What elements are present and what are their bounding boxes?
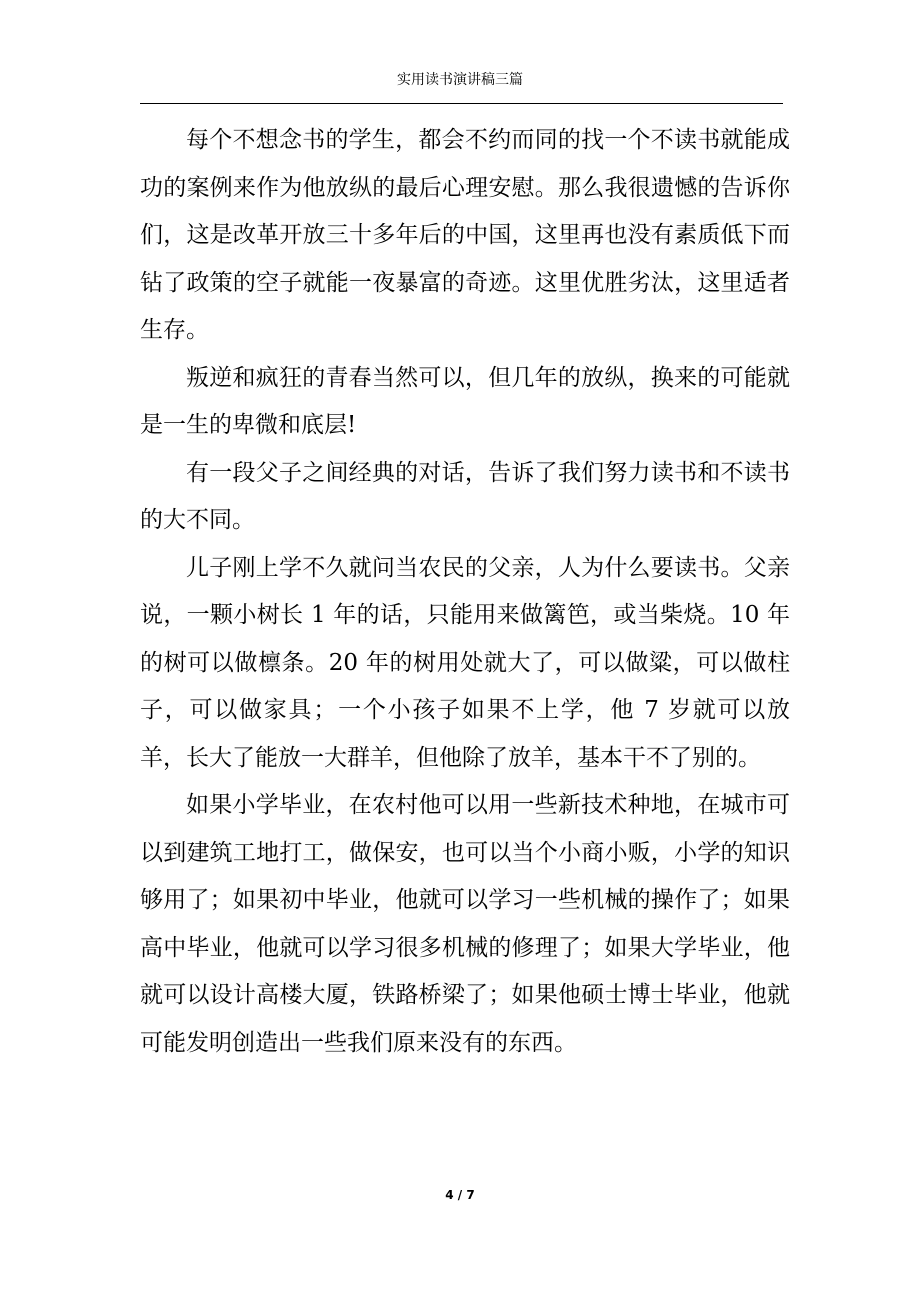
document-title: 实用读书演讲稿三篇 bbox=[397, 72, 523, 88]
document-body bbox=[140, 117, 790, 1067]
header-divider bbox=[140, 103, 783, 104]
page-footer bbox=[140, 1188, 780, 1202]
paragraph-2: 叛逆和疯狂的青春当然可以，但几年的放纵，换来的可能就是一生的卑微和底层! bbox=[140, 364, 790, 438]
paragraph-4: 儿子刚上学不久就问当农民的父亲，人为什么要读书。父亲说，一颗小树长 1 年的话，只能用来做篱笆，或当柴烧。10 年的树可以做檩条。20 年的树用处就大了，可以做粱，可以做柱子，可以做家具；一个小孩子如果不上学，他 7 岁就可以放羊，长大了能放一大群羊，但他除了放羊，基本干不了别的。 bbox=[140, 554, 790, 771]
page-header bbox=[140, 60, 780, 100]
paragraph-5: 如果小学毕业，在农村他可以用一些新技术种地，在城市可以到建筑工地打工，做保安，也可以当个小商小贩，小学的知识够用了；如果初中毕业，他就可以学习一些机械的操作了；如果高中毕业，他就可以学习很多机械的修理了；如果大学毕业，他就可以设计高楼大厦，铁路桥梁了；如果他硕士博士毕业，他就可能发明创造出一些我们原来没有的东西。 bbox=[140, 792, 790, 1056]
paragraph-3: 有一段父子之间经典的对话，告诉了我们努力读书和不读书的大不同。 bbox=[140, 459, 790, 533]
paragraph-1: 每个不想念书的学生，都会不约而同的找一个不读书就能成功的案例来作为他放纵的最后心理安慰。那么我很遗憾的告诉你们，这是改革开放三十多年后的中国，这里再也没有素质低下而钻了政策的空子就能一夜暴富的奇迹。这里优胜劣汰，这里适者生存。 bbox=[140, 127, 790, 343]
page-number: 4 / 7 bbox=[445, 1188, 475, 1202]
